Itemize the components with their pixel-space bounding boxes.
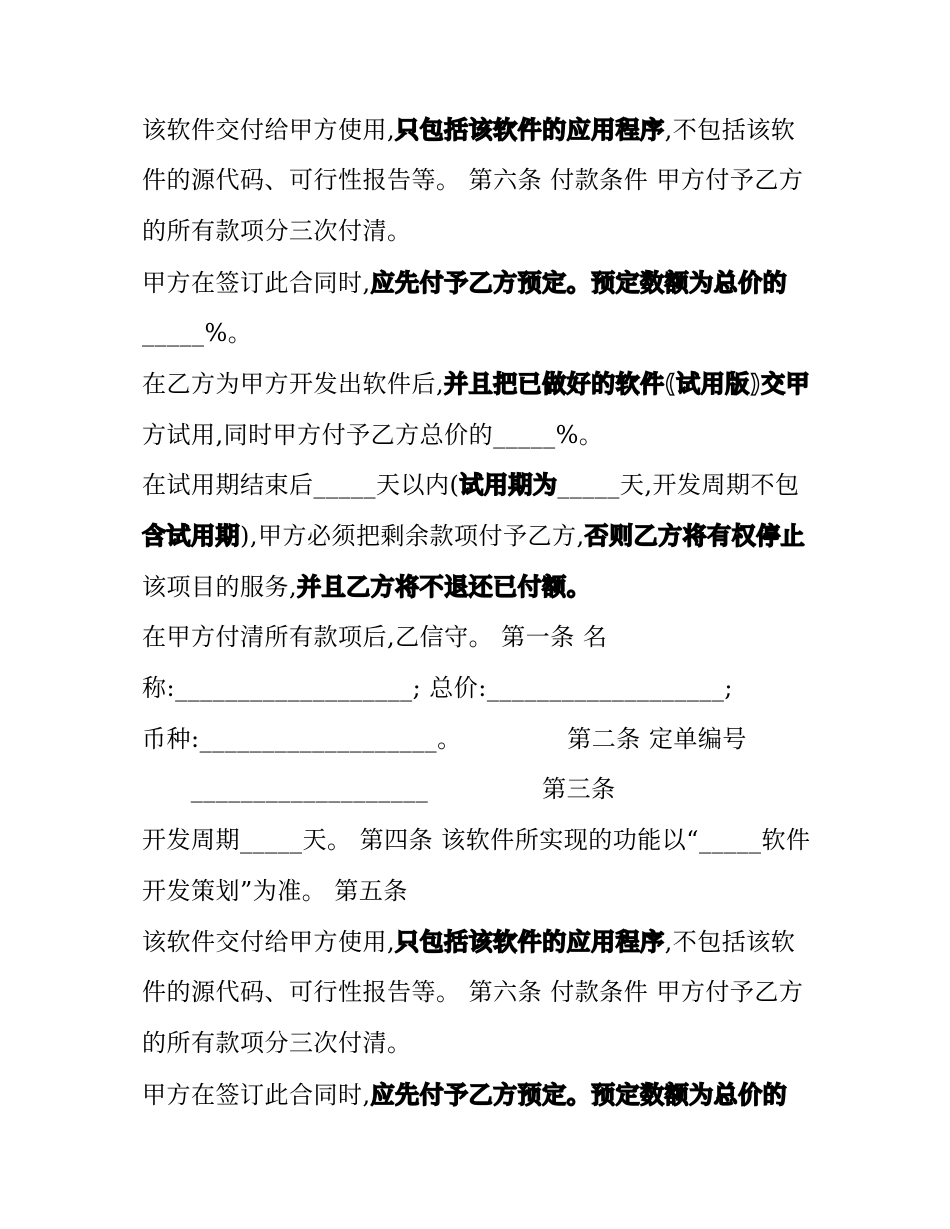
outlined-text: 否则乙方将有权停止	[584, 522, 806, 550]
text-line	[142, 1028, 412, 1058]
outlined-text: 只包括该软件的应用程序	[395, 116, 665, 144]
text-line	[142, 318, 252, 348]
text-run: 的所有款项分三次付清。	[142, 217, 412, 245]
text-line	[142, 825, 811, 855]
text-run: 该项目的服务,	[142, 573, 298, 601]
text-run: 称:___________________; 总价:___________________;	[142, 674, 733, 702]
text-line	[142, 724, 747, 754]
text-run: _____%。	[142, 319, 253, 347]
text-line	[142, 268, 787, 298]
text-run: ),甲方必须把剩余款项付予乙方,	[240, 522, 585, 550]
outlined-text: 试用期为	[459, 471, 558, 499]
text-run: 该软件交付给甲方使用,	[142, 116, 396, 144]
text-run: 币种:___________________。 第二条 定单编号	[142, 725, 747, 753]
text-run: 该软件交付给甲方使用,	[142, 928, 396, 956]
outlined-text: 并且把已做好的软件(试用版)交甲	[444, 370, 811, 398]
text-line	[142, 216, 412, 246]
text-run: _____天,开发周期不包	[557, 471, 800, 499]
text-run: 在试用期结束后_____天以内(	[142, 471, 460, 499]
outlined-text: 应先付予乙方预定。预定数额为总价的	[370, 1081, 788, 1109]
text-run: ___________________ 第三条	[142, 775, 616, 803]
text-run: 的所有款项分三次付清。	[142, 1029, 412, 1057]
text-run: 甲方在签订此合同时,	[142, 1081, 371, 1109]
text-line	[142, 673, 733, 703]
outlined-text: 应先付予乙方预定。预定数额为总价的	[370, 269, 788, 297]
text-line	[142, 369, 810, 399]
text-line	[142, 876, 408, 906]
text-run: 开发策划”为准。 第五条	[142, 877, 408, 905]
text-line	[142, 927, 795, 957]
text-line	[142, 1080, 787, 1110]
outlined-text: 只包括该软件的应用程序	[395, 928, 665, 956]
outlined-text: 含试用期	[142, 522, 240, 550]
text-line	[142, 420, 603, 450]
text-line	[142, 115, 795, 145]
text-run: 开发周期_____天。 第四条 该软件所实现的功能以“_____软件	[142, 826, 811, 854]
text-line	[142, 470, 800, 500]
text-run: 在甲方付清所有款项后,乙信守。 第一条 名	[142, 623, 608, 651]
text-line	[142, 977, 803, 1007]
text-run: 在乙方为甲方开发出软件后,	[142, 370, 445, 398]
text-line	[142, 572, 591, 602]
text-run: 方试用,同时甲方付予乙方总价的_____%。	[142, 421, 604, 449]
text-run: 件的源代码、可行性报告等。 第六条 付款条件 甲方付予乙方	[142, 166, 804, 194]
text-run: 件的源代码、可行性报告等。 第六条 付款条件 甲方付予乙方	[142, 978, 804, 1006]
text-line	[142, 774, 616, 804]
text-line	[142, 521, 805, 551]
text-run: ,不包括该软	[664, 116, 796, 144]
text-line	[142, 165, 803, 195]
text-line	[142, 622, 607, 652]
outlined-text: 并且乙方将不退还已付额。	[297, 573, 592, 601]
text-run: ,不包括该软	[664, 928, 796, 956]
text-run: 甲方在签订此合同时,	[142, 269, 371, 297]
